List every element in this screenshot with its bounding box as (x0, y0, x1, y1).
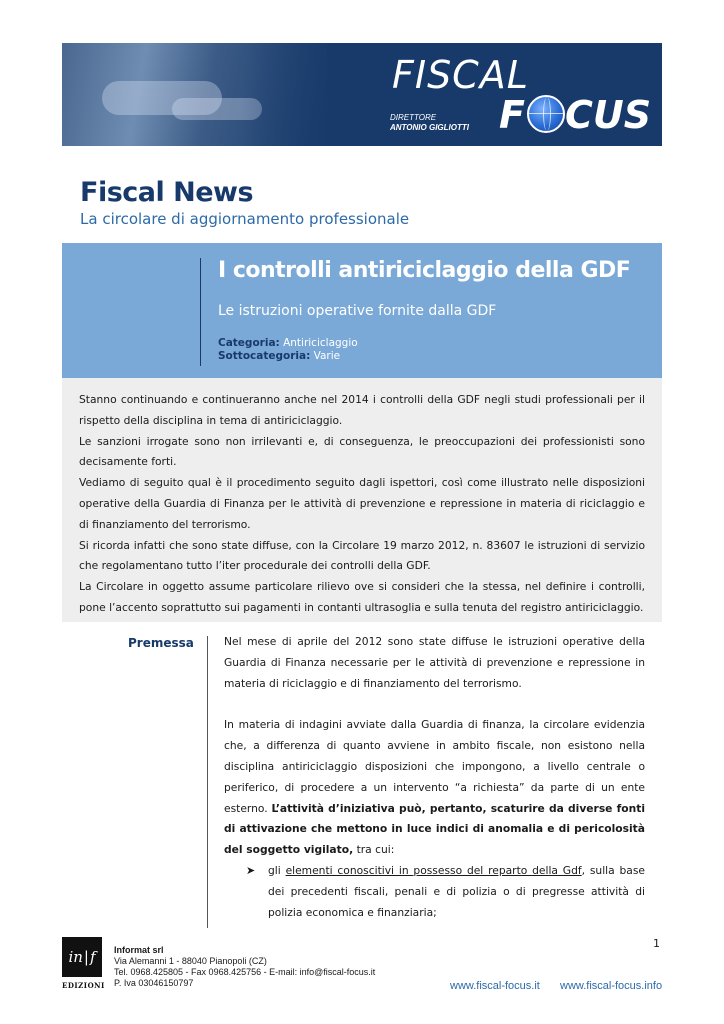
website-link-info[interactable]: www.fiscal-focus.info (560, 980, 663, 992)
publisher-logo-caption: EDIZIONI (62, 981, 105, 990)
body-paragraph: Nel mese di aprile del 2012 sono state diffuse le istruzioni operative della Guardia di Finanza necessarie per le attività di prevenzione e repressione in materia di riciclaggio e di finanziamento del terrorismo. (224, 635, 645, 690)
summary-paragraph: La Circolare in oggetto assume particolare rilievo ove si consideri che la stessa, nel definire i controlli, pone l’accento soprattutto sui pagamenti in contanti ultrasoglia e sulla tenuta del registro antiriciclaggio. (79, 580, 645, 614)
brand-logo-focus: F CUS (499, 93, 652, 137)
article-subtitle: Le istruzioni operative fornite dalla GDF (218, 303, 497, 319)
website-link[interactable]: www.fiscal-focus.it (450, 980, 540, 992)
category-line: Categoria: Antiriciclaggio (218, 337, 358, 349)
publisher-logo: in | f (62, 937, 102, 977)
section-heading: Premessa (128, 636, 194, 650)
brand-logo-fiscal: FISCAL (392, 53, 529, 97)
body-paragraph: In materia di indagini avviate dalla Guardia di finanza, la circolare evidenzia che, a differenza di quanto avviene in ambito fiscale, non esistono nella disciplina antiriciclaggio disposizioni che impongono, a livello centrale o periferico, di procedere a un intervento “a richiesta” da parte di un ente esterno. L’attività d’iniziativa può, pertanto, scaturire da diverse fonti di attivazione che mettono in luce indici di anomalia e di pericolosità del soggetto vigilato, tra cui: (224, 718, 645, 857)
article-title: I controlli antiriciclaggio della GDF (218, 258, 631, 283)
summary-paragraph: Le sanzioni irrogate sono non irrilevanti e, di conseguenza, le preoccupazioni dei professionisti sono decisamente forti. (79, 434, 645, 469)
summary-paragraph: Vediamo di seguito qual è il procedimento seguito dagli ispettori, così come illustrato nelle disposizioni operative della Guardia di Finanza per le attività di prevenzione e repressione in materia di riciclaggio e di finanziamento del terrorismo. (79, 476, 645, 531)
company-address: Via Alemanni 1 - 88040 Pianopoli (CZ) (114, 956, 267, 966)
newsletter-title: Fiscal News (80, 177, 254, 208)
divider (207, 636, 208, 928)
subcategory-line: Sottocategoria: Varie (218, 350, 341, 362)
summary-box (62, 378, 662, 622)
company-vat: P. Iva 03046150797 (114, 978, 194, 988)
director-name: ANTONIO GIGLIOTTI (390, 123, 469, 132)
company-name: Informat srl (114, 945, 164, 955)
company-info (114, 945, 375, 989)
director-label: DIRETTORE (390, 113, 437, 122)
section-body (224, 632, 645, 923)
page-number: 1 (653, 937, 660, 950)
divider (200, 258, 201, 366)
summary-paragraph: Si ricorda infatti che sono state diffuse, con la Circolare 19 marzo 2012, n. 83607 le istruzioni di servizio che regolamentano tutto l’iter procedurale dei controlli della GDF. (79, 538, 645, 573)
newsletter-subtitle: La circolare di aggiornamento professionale (80, 210, 410, 228)
header-banner (62, 43, 662, 146)
list-item: ➤ gli elementi conoscitivi in possesso del reparto della Gdf, sulla base dei precedenti fiscali, penali e di polizia o di pregresse attività di polizia economica e finanziaria; (224, 861, 645, 923)
summary-paragraph: Stanno continuando e continueranno anche nel 2014 i controlli della GDF negli studi professionali per il rispetto della disciplina in tema di antiriciclaggio. (79, 393, 645, 427)
globe-icon (527, 95, 565, 133)
company-contacts: Tel. 0968.425805 - Fax 0968.425756 - E-mail: info@fiscal-focus.it (114, 967, 376, 977)
arrow-bullet-icon: ➤ (246, 863, 256, 877)
